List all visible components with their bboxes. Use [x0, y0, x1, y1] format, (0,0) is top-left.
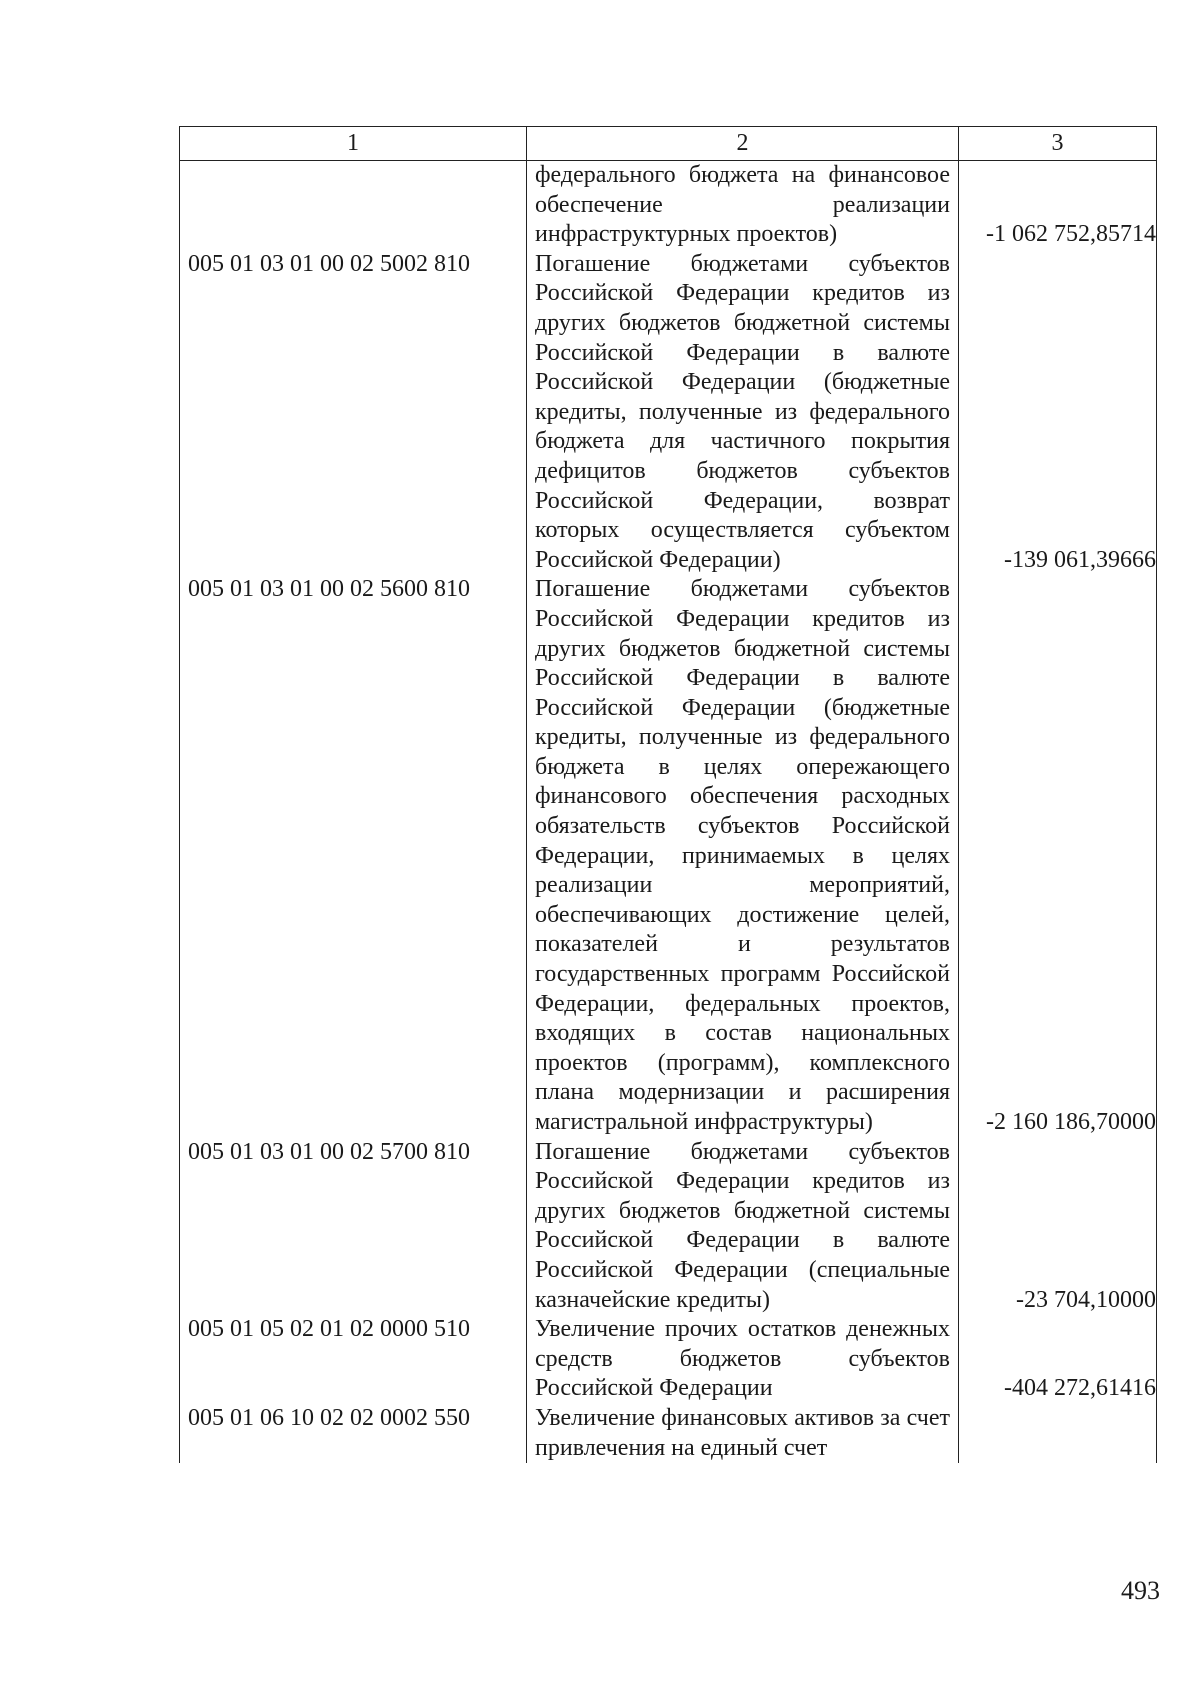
row-code: 005 01 05 02 01 02 0000 510: [180, 1315, 527, 1404]
row-amount: [959, 1404, 1157, 1463]
row-amount: -139 061,39666: [959, 250, 1157, 576]
row-description: Увеличение прочих остатков денежных средств бюджетов субъектов Российской Федерации: [527, 1315, 959, 1404]
page-number: 493: [1121, 1576, 1160, 1605]
table-row: [180, 1315, 1157, 1404]
table-row: [180, 250, 1157, 576]
row-code: 005 01 06 10 02 02 0002 550: [180, 1404, 527, 1463]
row-code: [180, 161, 527, 250]
column-header-3: 3: [959, 127, 1157, 161]
row-description: Погашение бюджетами субъектов Российской Федерации кредитов из других бюджетов бюджетной системы Российской Федерации в валюте Российской Федерации (специальные казначейские кредиты): [527, 1138, 959, 1316]
row-amount: -404 272,61416: [959, 1315, 1157, 1404]
row-description: Увеличение финансовых активов за счет привлечения на единый счет: [527, 1404, 959, 1463]
header-row: [180, 127, 1157, 161]
column-header-1: 1: [180, 127, 527, 161]
row-description: Погашение бюджетами субъектов Российской Федерации кредитов из других бюджетов бюджетной системы Российской Федерации в валюте Российской Федерации (бюджетные кредиты, полученные из федерального бюджета для частичного покрытия дефицитов бюджетов субъектов Российской Федерации, возврат которых осуществляется субъектом Российской Федерации): [527, 250, 959, 576]
row-description: Погашение бюджетами субъектов Российской Федерации кредитов из других бюджетов бюджетной системы Российской Федерации в валюте Российской Федерации (бюджетные кредиты, полученные из федерального бюджета в целях опережающего финансового обеспечения расходных обязательств субъектов Российской Федерации, принимаемых в целях реализации мероприятий, обеспечивающих достижение целей, показателей и результатов государственных программ Российской Федерации, федеральных проектов, входящих в состав национальных проектов (программ), комплексного плана модернизации и расширения магистральной инфраструктуры): [527, 575, 959, 1137]
row-amount: -1 062 752,85714: [959, 161, 1157, 250]
row-code: 005 01 03 01 00 02 5600 810: [180, 575, 527, 1137]
table-row: [180, 1404, 1157, 1463]
row-code: 005 01 03 01 00 02 5700 810: [180, 1138, 527, 1316]
row-code: 005 01 03 01 00 02 5002 810: [180, 250, 527, 576]
table-row: [180, 1138, 1157, 1316]
row-description: федерального бюджета на финансовое обеспечение реализации инфраструктурных проектов): [527, 161, 959, 250]
table-row: [180, 575, 1157, 1137]
table-row: [180, 161, 1157, 250]
row-amount: -23 704,10000: [959, 1138, 1157, 1316]
budget-table: [179, 126, 1157, 1463]
column-header-2: 2: [527, 127, 959, 161]
row-amount: -2 160 186,70000: [959, 575, 1157, 1137]
